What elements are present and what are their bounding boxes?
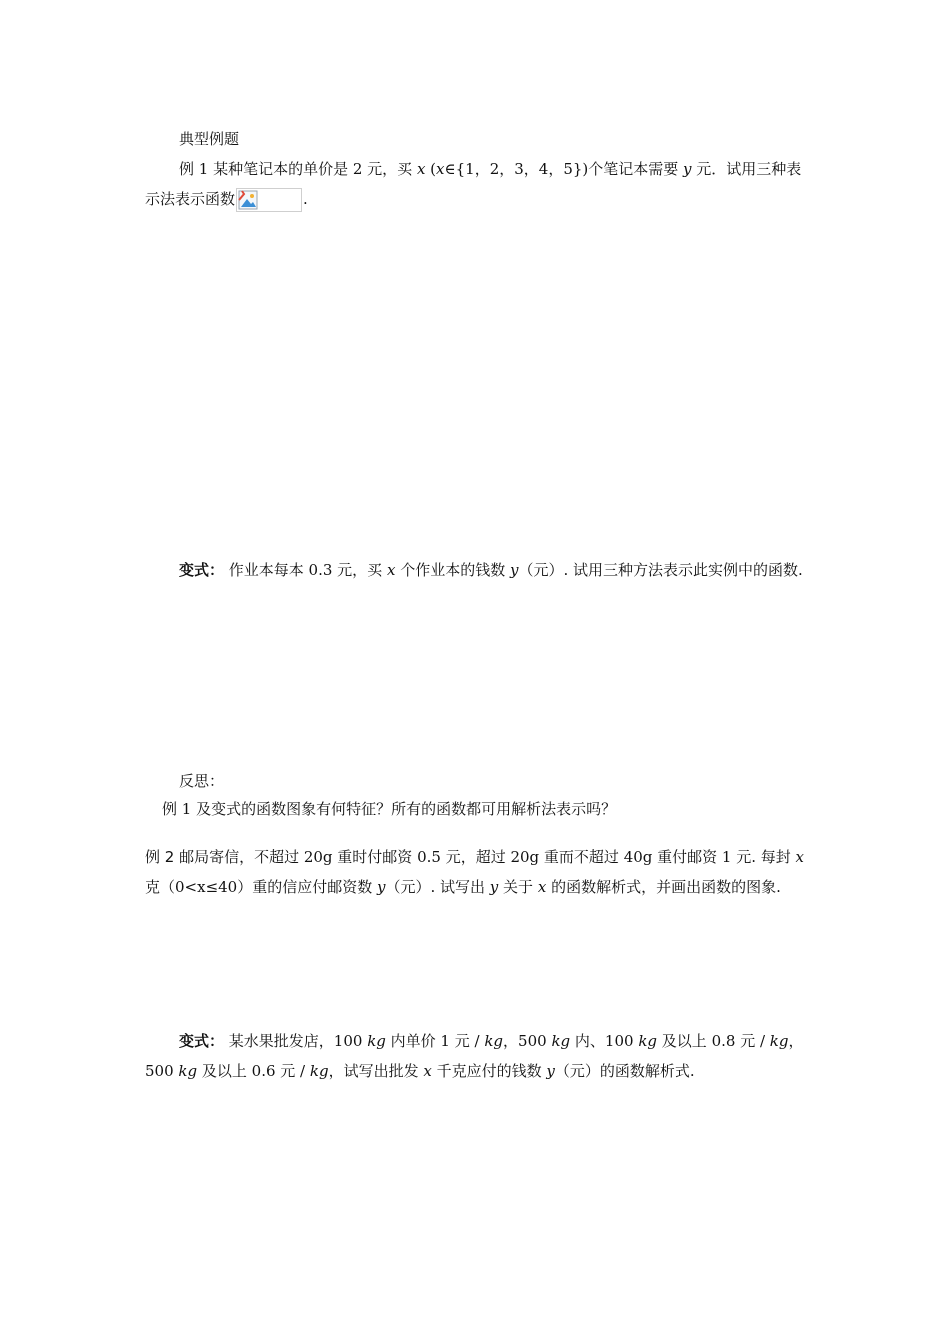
variant-2-label: 变式： — [179, 1032, 225, 1050]
variant-2-paragraph: 变式： 某水果批发店，100 kg 内单价 1 元 / kg，500 kg 内、100 kg 及以上 0.8 元 / kg，500 kg 及以上 0.6 元 / kg，试写出批发 x 千克应付的钱数 y（元）的函数解析式. — [145, 1032, 804, 1080]
variant-1-paragraph: 变式： 作业本每本 0.3 元，买 x 个作业本的钱数 y（元）. 试用三种方法表示此实例中的函数. — [179, 561, 803, 579]
broken-image-icon — [236, 188, 302, 212]
section-heading: 典型例题 — [179, 130, 240, 148]
reflection-question: 例 1 及变式的函数图象有何特征？所有的函数都可用解析法表示吗？ — [162, 800, 617, 818]
variant-1-label: 变式： — [179, 561, 225, 579]
reflection-heading: 反思： — [179, 772, 225, 790]
example-1-paragraph: 例 1 某种笔记本的单价是 2 元，买 x (x∈{1，2，3，4，5})个笔记本需要 y 元．试用三种表示法表示函数 . — [145, 154, 810, 214]
example-1-label: 例 1 — [179, 160, 209, 178]
example-2-label: 例 2 — [145, 848, 175, 866]
example-2-paragraph: 例 2 邮局寄信，不超过 20g 重时付邮资 0.5 元，超过 20g 重而不超过 40g 重付邮资 1 元. 每封 x 克（0<x≤40）重的信应付邮资数 y（元）. 试写出 y 关于 x 的函数解析式，并画出函数的图象. — [145, 848, 805, 896]
